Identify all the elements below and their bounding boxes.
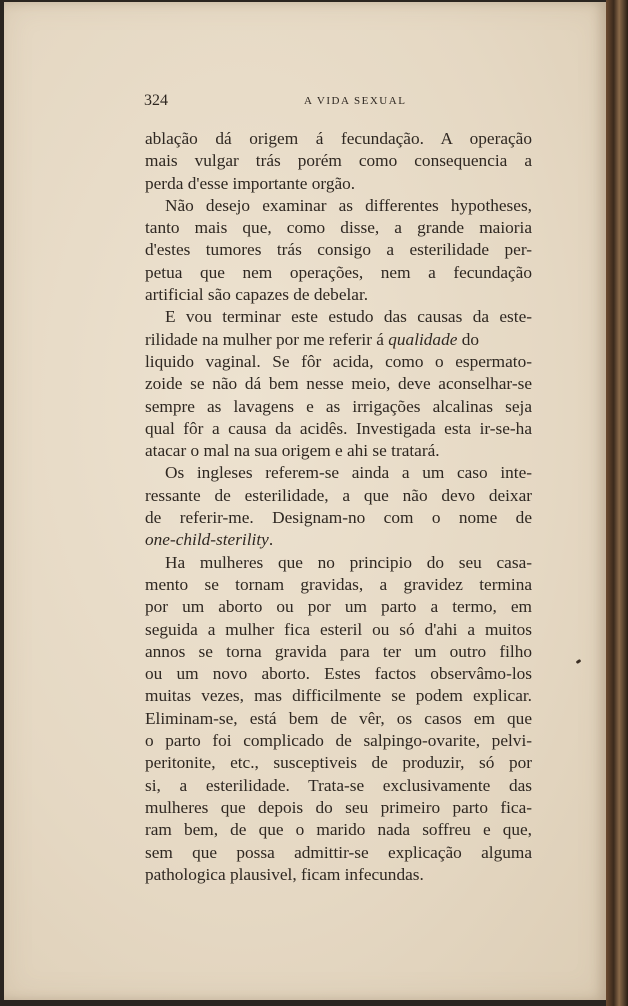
text-line: atacar o mal na sua origem e ahi se tratará.: [145, 441, 440, 461]
text-line: Os ingleses referem-se ainda a um caso inte-: [165, 463, 532, 483]
page-header: [144, 92, 530, 112]
text-line: mulheres que depois do seu primeiro parto fica-: [145, 797, 532, 817]
text-line: tanto mais que, como disse, a grande maioria: [145, 218, 532, 238]
text-line: ou um novo aborto. Estes factos observâmo-los: [145, 664, 532, 684]
text-line: perda d'esse importante orgão.: [145, 173, 356, 193]
text-line: artificial são capazes de debelar.: [145, 285, 369, 305]
text-line: mento se tornam gravidas, a gravidez termina: [145, 574, 532, 594]
text-line: por um aborto ou por um parto a termo, em: [145, 597, 532, 617]
text-line: ablação dá origem á fecundação. A operação: [145, 129, 532, 148]
text-run: .: [268, 530, 274, 550]
text-line: mais vulgar trás porém como consequencia a: [145, 151, 532, 171]
text-line: E vou terminar este estudo das causas da este-: [165, 307, 532, 327]
text-line: Eliminam-se, está bem de vêr, os casos em que: [145, 708, 532, 728]
emphasis-one-child-sterility: one-child-sterility: [145, 530, 269, 550]
text-line: sempre as lavagens e as irrigações alcalinas seja: [145, 396, 532, 416]
text-line: ram bem, de que o marido nada soffreu e que,: [145, 820, 532, 840]
text-line: pathologica plausivel, ficam infecundas.: [145, 864, 424, 884]
text-line: annos se torna gravida para ter um outro filho: [145, 641, 532, 661]
text-line: sem que possa admittir-se explicação alguma: [145, 842, 532, 862]
text-line: de referir-me. Designam-no com o nome de: [145, 508, 532, 528]
book-edge: [606, 0, 628, 1006]
text-line: liquido vaginal. Se fôr acida, como o espermato-: [145, 351, 532, 371]
text-line: peritonite, etc., susceptiveis de produzir, só por: [145, 753, 532, 773]
text-line: muitas vezes, mas difficilmente se podem explicar.: [145, 686, 532, 706]
running-head: A VIDA SEXUAL: [304, 95, 407, 107]
body-text: [145, 128, 532, 886]
text-line: d'estes tumores trás consigo a esterilidade per-: [145, 240, 532, 260]
text-line-mixed: [145, 329, 532, 351]
text-line: petua que nem operações, nem a fecundação: [145, 262, 532, 282]
text-run: rilidade na mulher por me referir á: [145, 329, 389, 349]
text-run: do: [457, 329, 479, 349]
emphasis-qualidade: qualidade: [388, 329, 458, 349]
text-line: o parto foi complicado de salpingo-ovarite, pelvi-: [145, 731, 532, 751]
text-line: seguida a mulher fica esteril ou só d'ahi a muitos: [145, 619, 532, 639]
text-line: Ha mulheres que no principio do seu casa-: [165, 552, 532, 572]
text-line: zoide se não dá bem nesse meio, deve aconselhar-se: [145, 374, 532, 394]
page-number: 324: [144, 92, 168, 109]
text-line: Não desejo examinar as differentes hypotheses,: [165, 195, 532, 215]
text-line: qual fôr a causa da acidês. Investigada esta ir-se-ha: [145, 418, 532, 438]
text-line-mixed: [145, 529, 532, 551]
text-line: si, a esterilidade. Trata-se exclusivamente das: [145, 775, 532, 795]
text-line: ressante de esterilidade, a que não devo deixar: [145, 485, 532, 505]
